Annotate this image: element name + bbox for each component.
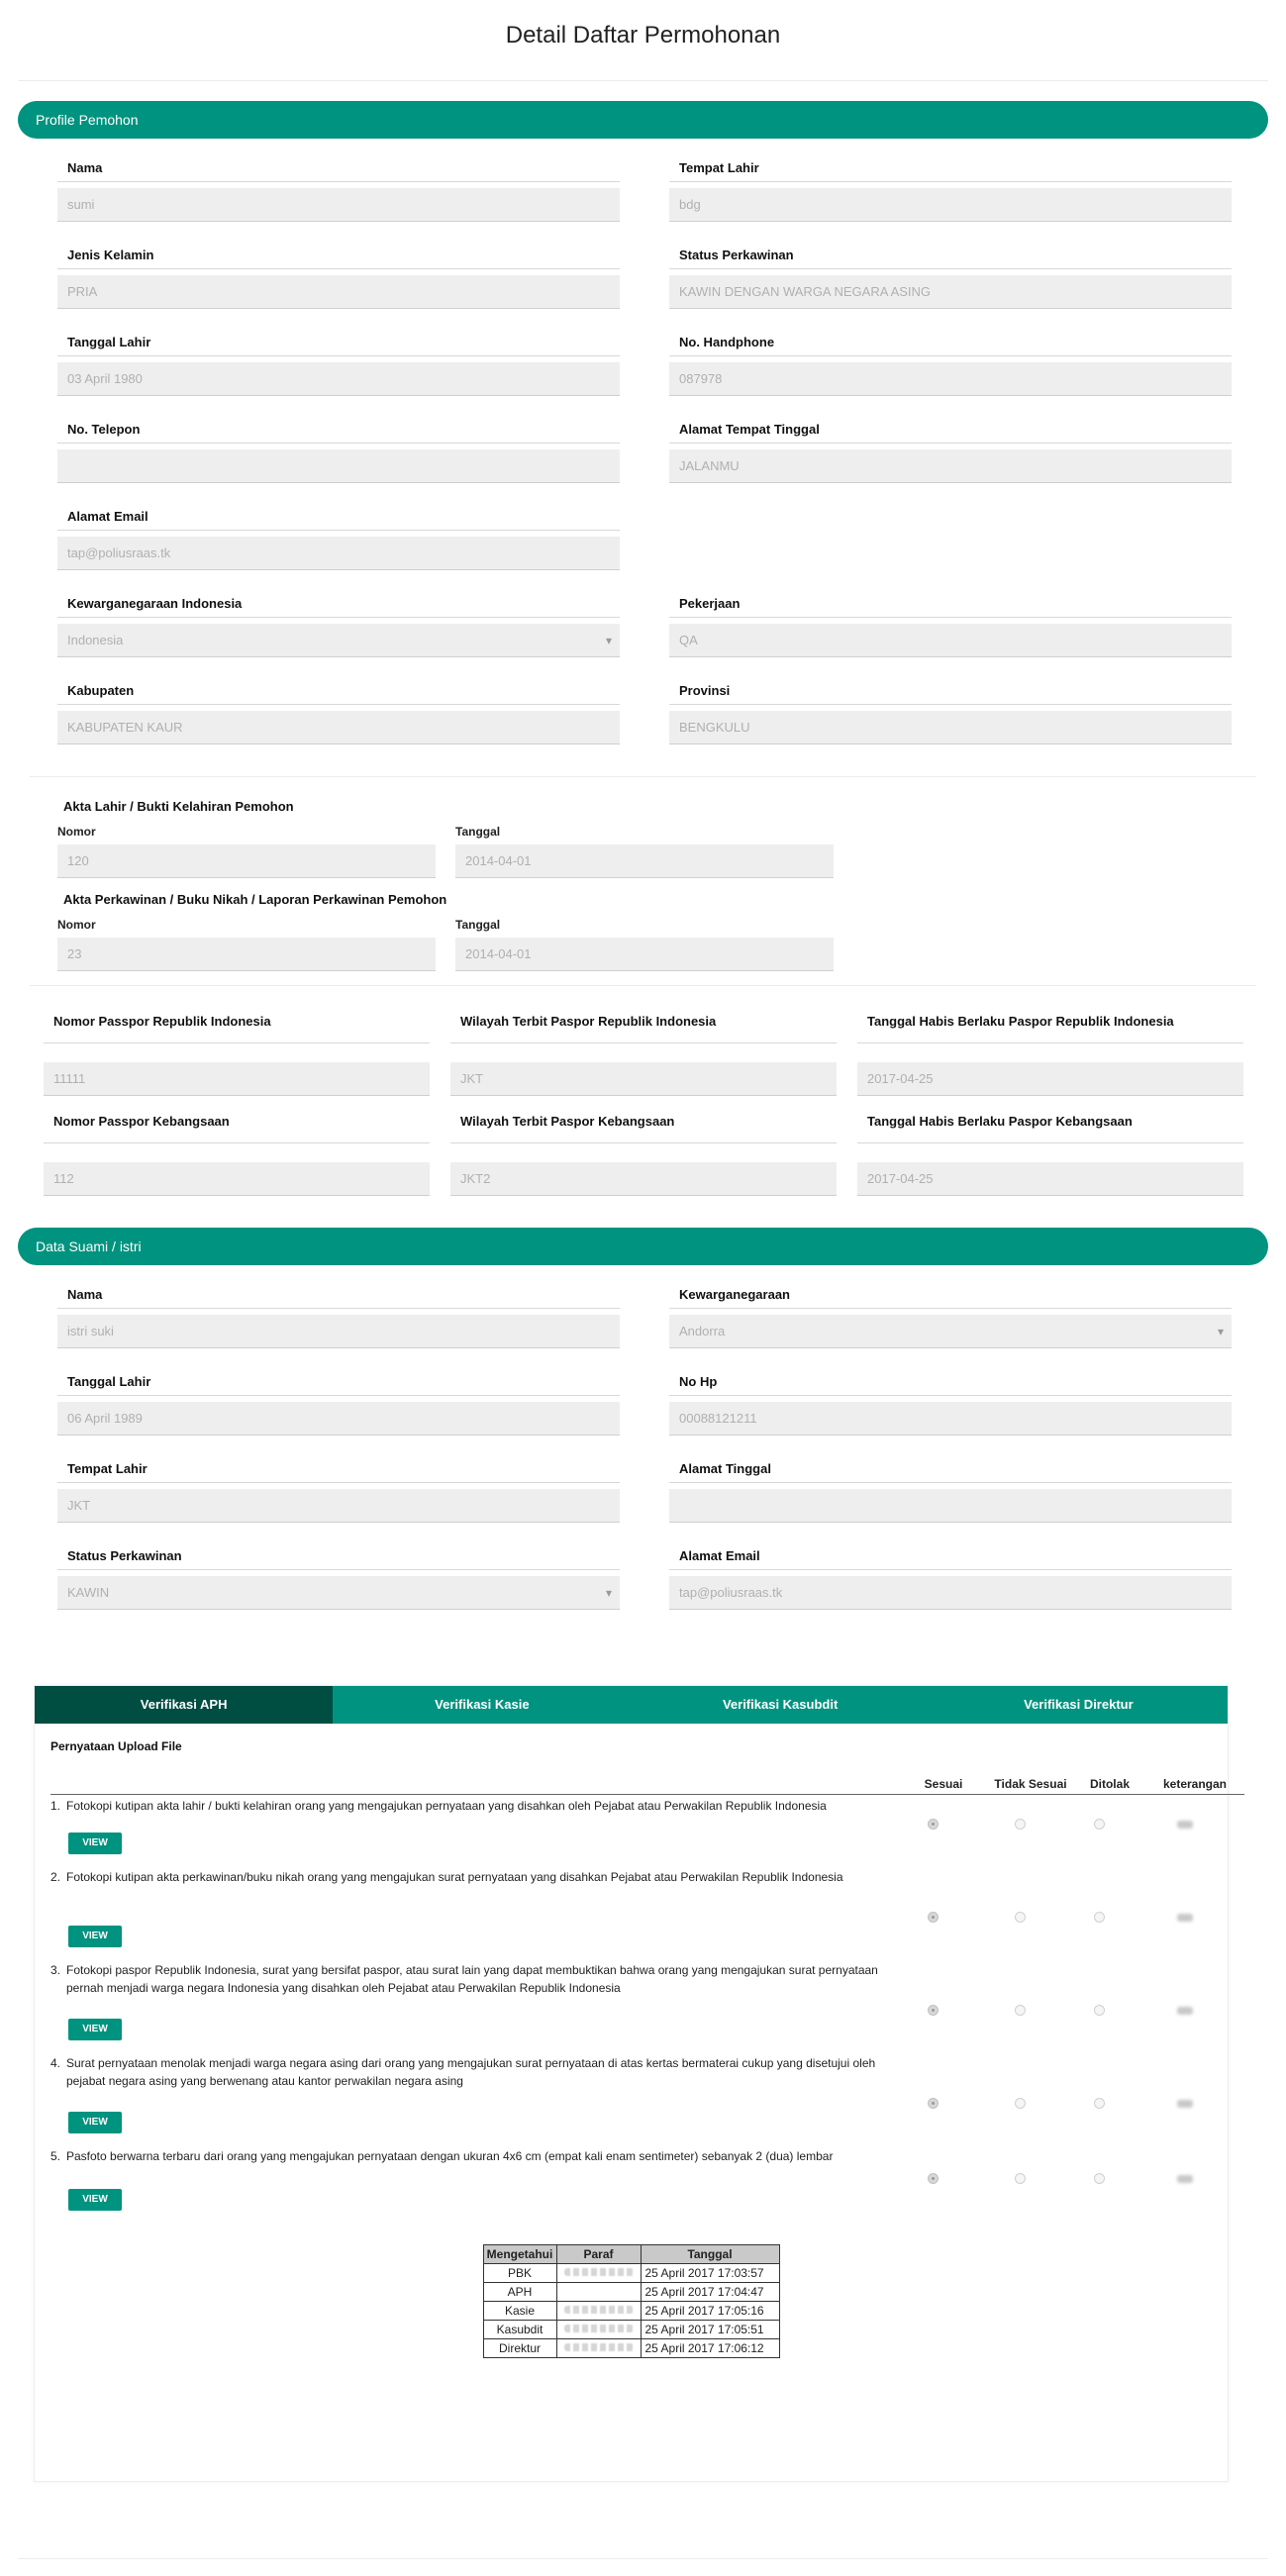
radio-ditolak[interactable] [1094, 1819, 1105, 1830]
verifikasi-item [50, 1959, 1244, 2052]
divider [30, 985, 1256, 986]
item-number: 1. [50, 1799, 61, 1813]
field-label: Wilayah Terbit Paspor Kebangsaan [450, 1104, 837, 1143]
sign-who: Kasubdit [483, 2321, 556, 2339]
jenis-kelamin-input[interactable]: PRIA [57, 275, 620, 309]
sign-who: APH [483, 2283, 556, 2302]
pasangan-alamat-email-input[interactable]: tap@poliusraas.tk [669, 1576, 1232, 1610]
item-description: Fotokopi kutipan akta lahir / bukti kelahiran orang yang mengajukan pernyataan yang disahkan oleh Pejabat atau Perwakilan Republik Indonesia [66, 1799, 827, 1813]
pasangan-no-hp-input[interactable]: 00088121211 [669, 1402, 1232, 1436]
verifikasi-rows [50, 1795, 1244, 2219]
radio-ditolak[interactable] [1094, 2005, 1105, 2016]
radio-sesuai[interactable] [928, 1819, 939, 1830]
tab-verifikasi-kasubdit[interactable]: Verifikasi Kasubdit [632, 1686, 930, 1724]
signature-scribble [564, 2268, 634, 2276]
view-button[interactable]: VIEW [68, 2112, 122, 2133]
signature-image [556, 2321, 641, 2339]
header-spacer [50, 1777, 900, 1794]
sign-header-paraf: Paraf [556, 2245, 641, 2264]
profile-section-header: Profile Pemohon [18, 101, 1268, 139]
signature-image [556, 2283, 641, 2302]
field-label: Alamat Email [669, 1542, 1232, 1570]
akta-perkawinan-nomor [57, 916, 436, 971]
verifikasi-item-text [50, 1868, 892, 1886]
field-paspor-kebangsaan-nomor [44, 1104, 430, 1204]
paspor-section [44, 1004, 1286, 1204]
field-pasangan-no-hp [669, 1368, 1232, 1455]
field-label: Provinsi [669, 677, 1232, 705]
field-tempat-lahir [669, 154, 1232, 242]
radio-tidak-sesuai[interactable] [1015, 1819, 1026, 1830]
field-label: Alamat Email [57, 503, 620, 531]
footer-divider [18, 2558, 1268, 2559]
item-description: Fotokopi paspor Republik Indonesia, surat yang bersifat paspor, atau surat lain yang dapat membuktikan bahwa orang yang mengajukan surat pernyataan pernah menjadi warga negara Indonesia yang disahkan oleh Pejabat atau Perwakilan Republik Indonesia [66, 1963, 878, 1995]
sign-table [483, 2244, 780, 2358]
field-spacer [669, 503, 1232, 590]
signature-image [556, 2264, 641, 2283]
field-label: Alamat Tinggal [669, 1455, 1232, 1483]
signature-image [556, 2302, 641, 2321]
tanggal-label: Tanggal [455, 825, 501, 839]
pasangan-alamat-tinggal-input[interactable] [669, 1489, 1232, 1523]
item-description: Surat pernyataan menolak menjadi warga negara asing dari orang yang mengajukan surat pernyataan di atas kertas bermaterai cukup yang disetujui oleh pejabat negara asing yang berwenang atau kantor perwakilan negara asing [66, 2056, 876, 2088]
field-pekerjaan [669, 590, 1232, 677]
verifikasi-item-text [50, 1961, 892, 1997]
paspor-ri-nomor-input[interactable]: 11111 [44, 1062, 430, 1096]
field-alamat-email [57, 503, 620, 590]
sign-row [483, 2339, 779, 2358]
field-paspor-ri-wilayah [450, 1004, 837, 1104]
item-number: 3. [50, 1963, 61, 1977]
pasangan-tanggal-lahir-input[interactable]: 06 April 1989 [57, 1402, 620, 1436]
paspor-kebangsaan-habis-input[interactable]: 2017-04-25 [857, 1162, 1243, 1196]
verifikasi-subtitle: Pernyataan Upload File [50, 1739, 182, 1753]
radio-sesuai[interactable] [928, 2098, 939, 2109]
signature-scribble [564, 2325, 634, 2332]
paspor-ri-habis-input[interactable]: 2017-04-25 [857, 1062, 1243, 1096]
akta-lahir-row [57, 823, 1286, 878]
pasangan-section-header: Data Suami / istri [18, 1228, 1268, 1265]
kabupaten-input[interactable]: KABUPATEN KAUR [57, 711, 620, 744]
field-label: Tanggal Habis Berlaku Paspor Kebangsaan [857, 1104, 1243, 1143]
item-description: Pasfoto berwarna terbaru dari orang yang mengajukan pernyataan dengan ukuran 4x6 cm (empat kali enam sentimeter) sebanyak 2 (dua) lembar [66, 2149, 834, 2163]
sign-row [483, 2283, 779, 2302]
field-pasangan-alamat-tinggal [669, 1455, 1232, 1542]
signature-scribble [564, 2343, 634, 2351]
field-status-perkawinan [669, 242, 1232, 329]
page-title: Detail Daftar Permohonan [18, 0, 1268, 81]
akta-perkawinan-row [57, 916, 1286, 971]
view-button[interactable]: VIEW [68, 1926, 122, 1947]
field-label: No Hp [669, 1368, 1232, 1396]
akta-lahir-tanggal [455, 823, 834, 878]
akta-lahir-nomor [57, 823, 436, 878]
verifikasi-item-text [50, 1797, 892, 1815]
sign-who: Kasie [483, 2302, 556, 2321]
field-label: Kewarganegaraan Indonesia [57, 590, 620, 618]
verifikasi-tabs [35, 1686, 1228, 1724]
tab-verifikasi-kasie[interactable]: Verifikasi Kasie [333, 1686, 631, 1724]
status-perkawinan-input[interactable]: KAWIN DENGAN WARGA NEGARA ASING [669, 275, 1232, 309]
verifikasi-table [50, 1777, 1244, 2219]
field-label: Tanggal Lahir [57, 1368, 620, 1396]
verifikasi-item [50, 2052, 1244, 2145]
field-pasangan-nama [57, 1281, 620, 1368]
field-pasangan-tanggal-lahir [57, 1368, 620, 1455]
tab-verifikasi-direktur[interactable]: Verifikasi Direktur [930, 1686, 1228, 1724]
field-kabupaten [57, 677, 620, 764]
tanggal-label: Tanggal [455, 918, 501, 932]
keterangan-icon[interactable] [1177, 2175, 1193, 2183]
verifikasi-item [50, 1795, 1244, 1866]
kewarganegaraan-select[interactable]: Indonesia ▾ [57, 624, 620, 657]
field-label: Tanggal Habis Berlaku Paspor Republik Indonesia [857, 1004, 1243, 1043]
field-paspor-ri-habis [857, 1004, 1243, 1104]
field-pasangan-status-perkawinan [57, 1542, 620, 1630]
field-label: Tanggal Lahir [57, 329, 620, 356]
radio-ditolak[interactable] [1094, 2098, 1105, 2109]
item-number: 5. [50, 2149, 61, 2163]
no-handphone-input[interactable]: 087978 [669, 362, 1232, 396]
paspor-ri-wilayah-input[interactable]: JKT [450, 1062, 837, 1096]
field-label: Pekerjaan [669, 590, 1232, 618]
sign-tanggal: 25 April 2017 17:05:16 [641, 2302, 779, 2321]
radio-sesuai[interactable] [928, 2005, 939, 2016]
sign-row [483, 2321, 779, 2339]
field-jenis-kelamin [57, 242, 620, 329]
radio-sesuai[interactable] [928, 1912, 939, 1923]
item-description: Fotokopi kutipan akta perkawinan/buku nikah orang yang mengajukan surat pernyataan yang disahkan Pejabat atau Perwakilan Republik Indonesia [66, 1870, 843, 1884]
field-no-handphone [669, 329, 1232, 416]
sign-tanggal: 25 April 2017 17:04:47 [641, 2283, 779, 2302]
field-kewarganegaraan [57, 590, 620, 677]
field-label: Kabupaten [57, 677, 620, 705]
akta-perkawinan-nomor-input[interactable]: 23 [57, 938, 436, 971]
pasangan-form [57, 1281, 1286, 1630]
item-number: 2. [50, 1870, 61, 1884]
field-label: Alamat Tempat Tinggal [669, 416, 1232, 444]
nomor-label: Nomor [57, 918, 96, 932]
akta-perkawinan-tanggal [455, 916, 834, 971]
akta-lahir-nomor-input[interactable]: 120 [57, 844, 436, 878]
radio-sesuai[interactable] [928, 2173, 939, 2184]
tab-verifikasi-aph[interactable]: Verifikasi APH [35, 1686, 333, 1724]
alamat-email-input[interactable]: tap@poliusraas.tk [57, 537, 620, 570]
radio-tidak-sesuai[interactable] [1015, 2173, 1026, 2184]
keterangan-icon[interactable] [1177, 1914, 1193, 1922]
verifikasi-panel [34, 1685, 1229, 2482]
verifikasi-item [50, 2145, 1244, 2219]
nama-input[interactable]: sumi [57, 188, 620, 222]
radio-tidak-sesuai[interactable] [1015, 1912, 1026, 1923]
field-pasangan-kewarganegaraan [669, 1281, 1232, 1368]
col-ditolak: Ditolak [1089, 1777, 1130, 1791]
akta-perkawinan-title: Akta Perkawinan / Buku Nikah / Laporan Perkawinan Pemohon [63, 892, 447, 907]
field-no-telepon [57, 416, 620, 503]
akta-lahir-title: Akta Lahir / Bukti Kelahiran Pemohon [63, 799, 294, 814]
field-label: Nama [57, 154, 620, 182]
view-button[interactable]: VIEW [68, 2019, 122, 2040]
pasangan-tempat-lahir-input[interactable]: JKT [57, 1489, 620, 1523]
field-label: Status Perkawinan [57, 1542, 620, 1570]
field-label: Nomor Passpor Republik Indonesia [44, 1004, 430, 1043]
sign-row [483, 2302, 779, 2321]
field-label: Kewarganegaraan [669, 1281, 1232, 1309]
field-alamat-tempat-tinggal [669, 416, 1232, 503]
sign-header-tanggal: Tanggal [641, 2245, 779, 2264]
keterangan-icon[interactable] [1177, 1821, 1193, 1829]
field-pasangan-tempat-lahir [57, 1455, 620, 1542]
field-paspor-ri-nomor [44, 1004, 430, 1104]
radio-tidak-sesuai[interactable] [1015, 2005, 1026, 2016]
item-number: 4. [50, 2056, 61, 2070]
col-tidak-sesuai: Tidak Sesuai [994, 1777, 1067, 1791]
verifikasi-table-header [50, 1777, 1244, 1795]
alamat-tempat-tinggal-input[interactable]: JALANMU [669, 449, 1232, 483]
field-label: Wilayah Terbit Paspor Republik Indonesia [450, 1004, 837, 1043]
divider [30, 776, 1256, 777]
field-label: Jenis Kelamin [57, 242, 620, 269]
pekerjaan-input[interactable]: QA [669, 624, 1232, 657]
profile-form [57, 154, 1286, 764]
akta-section [57, 799, 1286, 971]
no-telepon-input[interactable] [57, 449, 620, 483]
radio-ditolak[interactable] [1094, 2173, 1105, 2184]
sign-header-mengetahui: Mengetahui [483, 2245, 556, 2264]
pasangan-kewarganegaraan-select[interactable]: Andorra ▾ [669, 1315, 1232, 1348]
col-sesuai: Sesuai [924, 1777, 963, 1791]
radio-ditolak[interactable] [1094, 1912, 1105, 1923]
field-label: Tempat Lahir [669, 154, 1232, 182]
sign-row [483, 2264, 779, 2283]
view-button[interactable]: VIEW [68, 2189, 122, 2211]
field-paspor-kebangsaan-habis [857, 1104, 1243, 1204]
paspor-kebangsaan-nomor-input[interactable]: 112 [44, 1162, 430, 1196]
tanggal-lahir-input[interactable]: 03 April 1980 [57, 362, 620, 396]
field-label: No. Handphone [669, 329, 1232, 356]
akta-lahir-tanggal-input[interactable]: 2014-04-01 [455, 844, 834, 878]
keterangan-icon[interactable] [1177, 2007, 1193, 2015]
verifikasi-item-text [50, 2147, 892, 2165]
radio-tidak-sesuai[interactable] [1015, 2098, 1026, 2109]
col-keterangan: keterangan [1162, 1777, 1228, 1791]
field-label: No. Telepon [57, 416, 620, 444]
field-nama [57, 154, 620, 242]
field-pasangan-alamat-email [669, 1542, 1232, 1630]
tempat-lahir-input[interactable]: bdg [669, 188, 1232, 222]
nomor-label: Nomor [57, 825, 96, 839]
pasangan-status-perkawinan-select[interactable]: KAWIN ▾ [57, 1576, 620, 1610]
verifikasi-item-text [50, 2054, 892, 2090]
verifikasi-item [50, 1866, 1244, 1959]
signature-image [556, 2339, 641, 2358]
pasangan-nama-input[interactable]: istri suki [57, 1315, 620, 1348]
sign-tanggal: 25 April 2017 17:05:51 [641, 2321, 779, 2339]
field-label: Nomor Passpor Kebangsaan [44, 1104, 430, 1143]
sign-tanggal: 25 April 2017 17:06:12 [641, 2339, 779, 2358]
field-label: Status Perkawinan [669, 242, 1232, 269]
view-button[interactable]: VIEW [68, 1833, 122, 1854]
keterangan-icon[interactable] [1177, 2100, 1193, 2108]
signature-scribble [564, 2306, 634, 2314]
paspor-kebangsaan-wilayah-input[interactable]: JKT2 [450, 1162, 837, 1196]
field-paspor-kebangsaan-wilayah [450, 1104, 837, 1204]
sign-who: PBK [483, 2264, 556, 2283]
sign-tanggal: 25 April 2017 17:03:57 [641, 2264, 779, 2283]
sign-who: Direktur [483, 2339, 556, 2358]
field-provinsi [669, 677, 1232, 764]
field-label: Nama [57, 1281, 620, 1309]
sign-table-wrap [35, 2244, 1228, 2358]
field-tanggal-lahir [57, 329, 620, 416]
provinsi-input[interactable]: BENGKULU [669, 711, 1232, 744]
akta-perkawinan-tanggal-input[interactable]: 2014-04-01 [455, 938, 834, 971]
field-label: Tempat Lahir [57, 1455, 620, 1483]
